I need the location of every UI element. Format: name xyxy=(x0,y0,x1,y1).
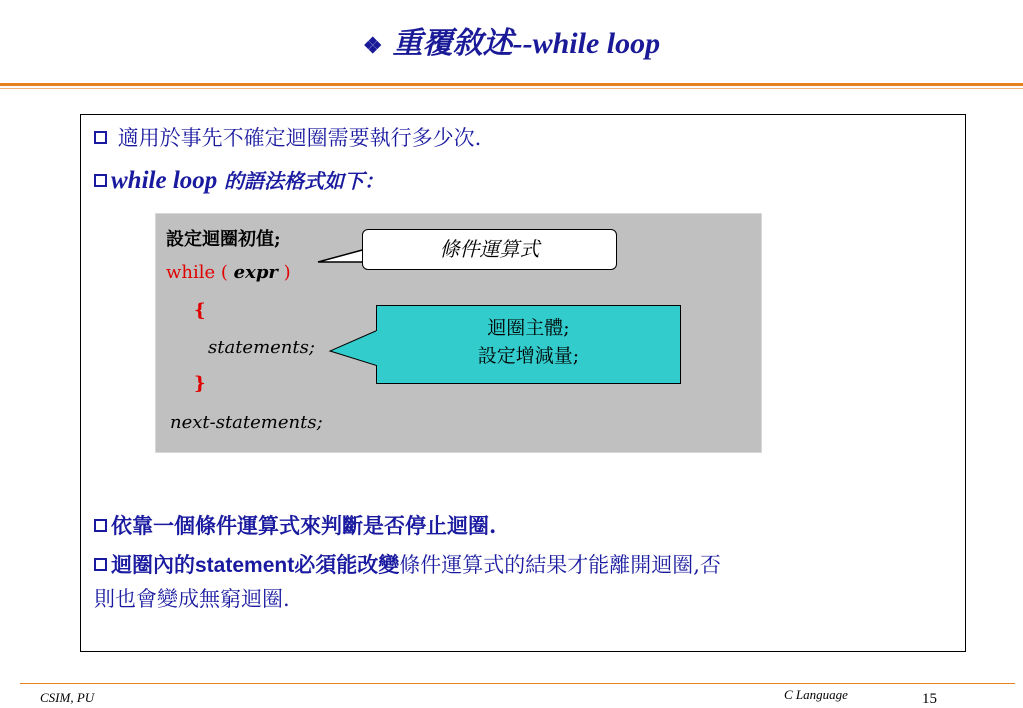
checkbox-bullet-icon xyxy=(94,519,107,532)
pointer-seam xyxy=(363,250,366,261)
code-close-brace: } xyxy=(194,373,206,394)
footer-divider xyxy=(20,683,1015,684)
bullet-item-3 xyxy=(94,510,496,540)
bullet-item-4-cont xyxy=(94,583,290,613)
checkbox-bullet-icon xyxy=(94,558,107,571)
footer-course: C Language xyxy=(784,687,848,702)
bullet-item-2-text: 的語法格式如下： xyxy=(223,171,384,193)
bullet-item-4 xyxy=(94,549,721,579)
bullet-item-4-text-e: 則也會變成無窮迴圈. xyxy=(94,587,290,611)
code-line-init: 設定迴圈初值; xyxy=(166,229,281,250)
body-callout-pointer xyxy=(330,330,378,366)
bullet-item-4-text-d: 條件運算式的結果才能離開迴圈,否 xyxy=(399,553,721,577)
bullet-item-4-text-c: 必須能改變 xyxy=(294,552,400,577)
expr-token: expr xyxy=(233,262,278,283)
code-statements: statements; xyxy=(208,337,315,358)
bullet-item-4-text-a: 迴圈內的 xyxy=(111,552,195,577)
condition-callout-text: 條件運算式 xyxy=(439,237,540,261)
bullet-item-3-text: 依靠一個條件運算式來判斷是否停止迴圈. xyxy=(111,513,497,538)
pointer-seam xyxy=(376,331,379,365)
bullet-item-2-keyword: while loop xyxy=(111,167,218,194)
loop-body-callout-line1: 迴圈主體; xyxy=(487,317,570,339)
close-paren: ) xyxy=(283,262,291,283)
diamond-bullet-icon: ❖ xyxy=(362,33,383,58)
bullet-item-1-text: 適用於事先不確定迴圈需要執行多少次. xyxy=(117,126,482,150)
code-open-brace: { xyxy=(194,300,206,321)
loop-body-callout xyxy=(376,305,681,384)
condition-callout-pointer xyxy=(318,249,366,262)
footer-left: CSIM, PU xyxy=(40,690,95,705)
condition-callout xyxy=(362,229,617,270)
page-number: 15 xyxy=(922,691,937,707)
loop-body-callout-line2: 設定增減量; xyxy=(477,345,580,367)
code-next-statements: next-statements; xyxy=(170,412,323,433)
bullet-item-4-statement: statement xyxy=(195,554,295,577)
slide-title-text: 重覆敘述--while loop xyxy=(392,27,661,60)
while-keyword: while ( xyxy=(166,262,228,283)
